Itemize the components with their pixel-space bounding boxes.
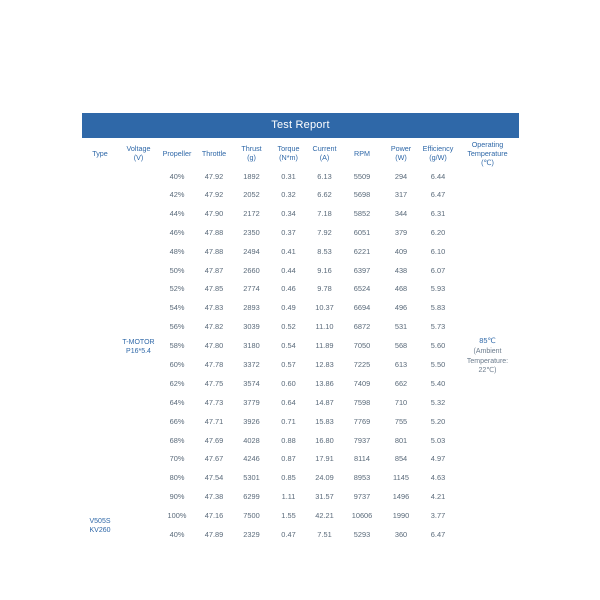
throttle-cell: 40% [169, 172, 185, 181]
torque-cell: 0.46 [281, 284, 296, 294]
rpm-cell: 7225 [353, 359, 371, 369]
thrust-cell: 2494 [243, 246, 260, 256]
rpm-cell: 7769 [353, 416, 371, 426]
current-cell: 14.87 [315, 397, 334, 407]
current-cell: 9.78 [317, 284, 332, 294]
power-cell: 468 [394, 284, 408, 294]
table-row [82, 168, 519, 185]
report-title: Test Report [82, 113, 519, 138]
voltage-cell: 47.88 [204, 246, 224, 256]
throttle-cell: 52% [169, 284, 185, 294]
torque-cell: 0.32 [281, 189, 296, 199]
throttle-cell: 80% [169, 473, 185, 483]
voltage-cell: 47.90 [204, 208, 224, 218]
torque-cell: 1.55 [281, 511, 296, 521]
thrust-cell: 6299 [243, 492, 260, 502]
throttle-cell: 70% [169, 454, 185, 464]
temperature-value: 85℃ [479, 335, 496, 345]
power-cell: 531 [394, 322, 408, 332]
voltage-cell: 47.16 [204, 511, 224, 521]
efficiency-cell: 5.32 [430, 397, 446, 407]
voltage-cell: 47.92 [204, 189, 224, 199]
header-operating-temperature: Operating Temperature (℃) [467, 139, 508, 167]
test-data-table [82, 138, 519, 544]
header-throttle: Throttle [201, 148, 227, 158]
efficiency-cell: 4.97 [430, 454, 446, 464]
throttle-cell: 46% [169, 227, 185, 237]
voltage-cell: 47.80 [204, 341, 224, 351]
torque-cell: 0.52 [281, 322, 296, 332]
throttle-cell: 54% [169, 303, 185, 313]
voltage-cell: 47.78 [204, 359, 224, 369]
rpm-cell: 5852 [353, 208, 371, 218]
voltage-cell: 47.89 [204, 529, 224, 539]
rpm-cell: 8953 [353, 473, 371, 483]
thrust-cell: 4246 [243, 454, 260, 464]
efficiency-cell: 6.31 [430, 208, 446, 218]
thrust-cell: 3180 [243, 341, 260, 351]
thrust-cell: 2329 [243, 529, 260, 539]
torque-cell: 0.37 [281, 227, 296, 237]
thrust-cell: 2172 [243, 208, 260, 218]
efficiency-cell: 6.07 [430, 265, 446, 275]
ambient-temperature-note: (Ambient [473, 348, 502, 356]
efficiency-cell: 5.60 [430, 341, 446, 351]
power-cell: 317 [394, 189, 408, 199]
current-cell: 9.16 [317, 265, 332, 275]
throttle-cell: 40% [169, 529, 185, 539]
thrust-cell: 2660 [243, 265, 260, 275]
power-cell: 801 [394, 435, 408, 445]
voltage-cell: 47.38 [204, 492, 224, 502]
efficiency-cell: 6.44 [430, 172, 446, 181]
rpm-cell: 5698 [353, 189, 371, 199]
efficiency-cell: 5.93 [430, 284, 446, 294]
throttle-cell: 90% [169, 492, 185, 502]
ambient-temperature-note: 22℃) [478, 367, 497, 375]
current-cell: 6.62 [317, 189, 332, 199]
thrust-cell: 2893 [243, 303, 260, 313]
efficiency-cell: 5.73 [430, 322, 446, 332]
rpm-cell: 7598 [353, 397, 371, 407]
current-cell: 6.13 [317, 172, 332, 181]
power-cell: 854 [394, 454, 408, 464]
header-power: Power (W) [390, 144, 412, 162]
rpm-cell: 9737 [353, 492, 371, 502]
table-row [82, 525, 519, 544]
current-cell: 8.53 [317, 246, 332, 256]
throttle-cell: 100% [167, 511, 187, 521]
motor-type-line: KV260 [89, 526, 111, 534]
torque-cell: 1.11 [281, 492, 296, 502]
current-cell: 42.21 [315, 511, 334, 521]
header-torque: Torque (N*m) [277, 144, 300, 162]
header-voltage: Voltage (V) [126, 144, 151, 162]
torque-cell: 0.49 [281, 303, 296, 313]
efficiency-cell: 6.20 [430, 227, 446, 237]
torque-cell: 0.60 [281, 378, 296, 388]
throttle-cell: 62% [169, 378, 185, 388]
power-cell: 710 [394, 397, 408, 407]
efficiency-cell: 3.77 [430, 511, 446, 521]
torque-cell: 0.87 [281, 454, 296, 464]
voltage-cell: 47.83 [204, 303, 224, 313]
thrust-cell: 3039 [243, 322, 260, 332]
torque-cell: 0.47 [281, 529, 296, 539]
thrust-cell: 2774 [243, 284, 260, 294]
rpm-cell: 7409 [353, 378, 371, 388]
power-cell: 379 [394, 227, 408, 237]
rpm-cell: 6051 [353, 227, 371, 237]
motor-type-line: V505S [89, 517, 111, 525]
power-cell: 568 [394, 341, 408, 351]
voltage-cell: 47.87 [204, 265, 224, 275]
throttle-cell: 42% [169, 189, 185, 199]
voltage-cell: 47.85 [204, 284, 224, 294]
throttle-cell: 44% [169, 208, 185, 218]
torque-cell: 0.64 [281, 397, 296, 407]
efficiency-cell: 6.47 [430, 189, 446, 199]
header-row [82, 138, 519, 168]
rpm-cell: 6872 [353, 322, 371, 332]
thrust-cell: 2052 [243, 189, 260, 199]
throttle-cell: 48% [169, 246, 185, 256]
header-type: Type [92, 148, 108, 158]
efficiency-cell: 5.40 [430, 378, 446, 388]
ambient-temperature-note: Temperature: [466, 357, 509, 365]
torque-cell: 0.41 [281, 246, 296, 256]
voltage-cell: 47.82 [204, 322, 224, 332]
torque-cell: 0.34 [281, 208, 296, 218]
torque-cell: 0.31 [281, 172, 296, 181]
rpm-cell: 6694 [353, 303, 371, 313]
current-cell: 12.83 [315, 359, 334, 369]
header-efficiency: Efficiency (g/W) [422, 144, 454, 162]
power-cell: 409 [394, 246, 408, 256]
throttle-cell: 68% [169, 435, 185, 445]
empty-cell [118, 525, 159, 544]
current-cell: 17.91 [315, 454, 334, 464]
power-cell: 662 [394, 378, 408, 388]
current-cell: 7.92 [317, 227, 332, 237]
efficiency-cell: 6.47 [430, 529, 446, 539]
header-propeller: Propeller [162, 148, 192, 158]
thrust-cell: 3779 [243, 397, 260, 407]
current-cell: 7.51 [317, 529, 332, 539]
torque-cell: 0.54 [281, 341, 296, 351]
current-cell: 31.57 [315, 492, 334, 502]
torque-cell: 0.57 [281, 359, 296, 369]
thrust-cell: 5301 [243, 473, 260, 483]
header-current: Current (A) [312, 144, 337, 162]
efficiency-cell: 5.20 [430, 416, 446, 426]
efficiency-cell: 5.50 [430, 359, 446, 369]
current-cell: 13.86 [315, 378, 334, 388]
efficiency-cell: 5.83 [430, 303, 446, 313]
efficiency-cell: 4.21 [430, 492, 446, 502]
power-cell: 294 [394, 172, 408, 181]
thrust-cell: 1892 [243, 172, 260, 181]
current-cell: 16.80 [315, 435, 334, 445]
voltage-cell: 47.75 [204, 378, 224, 388]
current-cell: 24.09 [315, 473, 334, 483]
thrust-cell: 3574 [243, 378, 260, 388]
current-cell: 11.89 [315, 341, 334, 351]
voltage-cell: 47.71 [204, 416, 224, 426]
throttle-cell: 56% [169, 322, 185, 332]
torque-cell: 0.44 [281, 265, 296, 275]
efficiency-cell: 4.63 [430, 473, 446, 483]
current-cell: 10.37 [315, 303, 334, 313]
thrust-cell: 7500 [243, 511, 260, 521]
voltage-cell: 47.92 [204, 172, 224, 181]
rpm-cell: 10606 [351, 511, 373, 521]
rpm-cell: 6221 [353, 246, 371, 256]
rpm-cell: 6524 [353, 284, 371, 294]
voltage-cell: 47.67 [204, 454, 224, 464]
throttle-cell: 66% [169, 416, 185, 426]
torque-cell: 0.85 [281, 473, 296, 483]
torque-cell: 0.88 [281, 435, 296, 445]
efficiency-cell: 6.10 [430, 246, 446, 256]
power-cell: 755 [394, 416, 408, 426]
rpm-cell: 7937 [353, 435, 371, 445]
voltage-cell: 47.69 [204, 435, 224, 445]
propeller-cell [118, 168, 159, 525]
header-thrust: Thrust (g) [241, 144, 262, 162]
thrust-cell: 4028 [243, 435, 260, 445]
throttle-cell: 60% [169, 359, 185, 369]
rpm-cell: 7050 [353, 341, 371, 351]
rpm-cell: 6397 [353, 265, 371, 275]
throttle-cell: 50% [169, 265, 185, 275]
current-cell: 11.10 [315, 322, 334, 332]
efficiency-cell: 5.03 [430, 435, 446, 445]
voltage-cell: 47.73 [204, 397, 224, 407]
motor-type-cell [82, 168, 118, 544]
power-cell: 438 [394, 265, 408, 275]
power-cell: 613 [394, 359, 408, 369]
torque-cell: 0.71 [281, 416, 296, 426]
throttle-cell: 64% [169, 397, 185, 407]
rpm-cell: 5509 [353, 172, 371, 181]
current-cell: 15.83 [315, 416, 334, 426]
power-cell: 1145 [393, 473, 409, 483]
power-cell: 344 [394, 208, 408, 218]
propeller-line: T-MOTOR [122, 338, 155, 346]
voltage-cell: 47.54 [204, 473, 224, 483]
thrust-cell: 3372 [243, 359, 260, 369]
power-cell: 360 [394, 529, 408, 539]
power-cell: 496 [394, 303, 408, 313]
operating-temperature-cell [456, 168, 519, 544]
propeller-line: P16*5.4 [126, 347, 151, 355]
table-body [82, 168, 519, 544]
voltage-cell: 47.88 [204, 227, 224, 237]
test-report [82, 113, 519, 544]
header-rpm: RPM [354, 148, 370, 158]
thrust-cell: 2350 [243, 227, 260, 237]
power-cell: 1496 [392, 492, 410, 502]
throttle-cell: 58% [169, 341, 185, 351]
rpm-cell: 8114 [354, 454, 370, 464]
current-cell: 7.18 [317, 208, 332, 218]
thrust-cell: 3926 [243, 416, 260, 426]
power-cell: 1990 [392, 511, 410, 521]
rpm-cell: 5293 [353, 529, 371, 539]
